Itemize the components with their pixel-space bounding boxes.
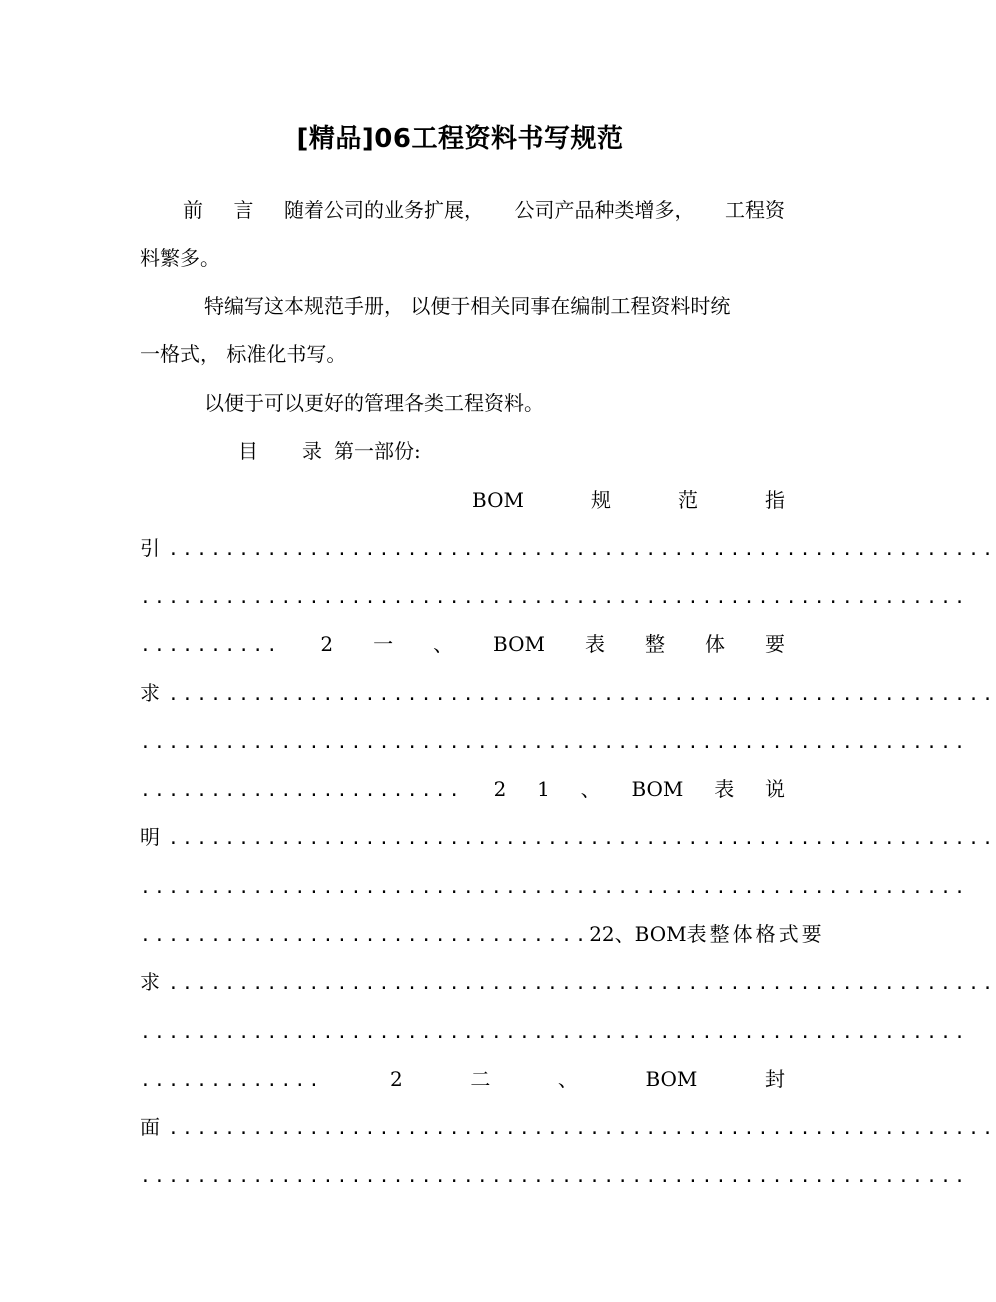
toc-r11-dots: ........................................................... [168,973,996,994]
toc-r3-dots: ........................................................... [140,587,969,608]
toc-r4-6: 整 [644,632,665,656]
toc-r10-3: BOM [634,922,687,946]
toc-row-7 [140,775,785,805]
preface-text-3: 工程资 [725,198,785,222]
toc-row-13 [140,1065,785,1095]
toc-r5-label: 求 [140,681,160,705]
toc-r4-8: 要 [764,632,785,656]
toc-r4-0: .......... [140,635,281,656]
toc-r4-2: 一 [373,632,394,656]
toc-row-12 [140,1017,969,1047]
toc-r1-1: 规 [590,488,611,512]
preface-char-qian: 前 [183,198,203,222]
toc-r2-label: 引 [140,536,160,560]
toc-r7-3: 、 [580,777,601,801]
document-title: [精品]06工程资料书写规范 [296,124,624,154]
preface-char-yan: 言 [233,198,254,222]
toc-row-2 [140,534,996,564]
toc-r13-3: 、 [557,1067,578,1091]
toc-row-1 [472,486,785,514]
toc-heading-lu: 录 [302,439,322,463]
toc-row-4 [140,630,785,660]
toc-heading [238,437,638,465]
toc-r14-dots: ........................................................... [168,1118,996,1139]
toc-r2-dots: ........................................................... [168,539,996,560]
toc-r4-5: 表 [584,632,605,656]
toc-r8-label: 明 [140,825,160,849]
toc-r13-5: 封 [764,1067,785,1091]
toc-r10-1: 2 [589,922,602,946]
preface-line-1 [183,196,785,224]
toc-r12-dots: ........................................................... [140,1022,969,1043]
toc-r7-1: 2 [493,777,507,801]
toc-row-5 [140,679,996,709]
toc-r1-3: 指 [765,488,785,512]
toc-r7-6: 说 [764,777,785,801]
toc-r9-dots: ........................................................... [140,877,969,898]
toc-r5-dots: ........................................................... [168,684,996,705]
preface-paragraph-3: 以便于可以更好的管理各类工程资料。 [204,391,544,415]
toc-r8-dots: ........................................................... [168,828,996,849]
toc-r13-0: ............. [140,1070,323,1091]
preface-line-2: 料繁多。 [140,246,220,270]
toc-r11-label: 求 [140,970,160,994]
toc-r7-5: 表 [714,777,735,801]
toc-r4-1: 2 [320,632,334,656]
toc-r4-3: 、 [433,632,454,656]
preface-text-2: 公司产品种类增多， [514,198,695,222]
toc-row-9 [140,872,969,902]
toc-r6-dots: ........................................................... [140,732,969,753]
toc-r13-4: BOM [645,1067,698,1091]
preface-text-1: 随着公司的业务扩展， [284,198,484,222]
toc-heading-mu: 目 [238,439,258,463]
toc-r7-4: BOM [631,777,684,801]
toc-r10-2: 2、 [601,922,635,946]
toc-r13-1: 2 [390,1067,403,1091]
toc-row-11 [140,968,996,998]
toc-r10-0: ................................ [140,925,590,946]
toc-r7-2: 1 [537,777,550,801]
toc-r7-0: ....................... [140,780,463,801]
toc-r13-2: 二 [470,1067,491,1091]
preface-paragraph-2-line-2: 一格式， 标准化书写。 [140,342,347,366]
toc-row-14 [140,1113,996,1143]
toc-row-3 [140,582,969,612]
preface-paragraph-2-line-1: 特编写这本规范手册， 以便于相关同事在编制工程资料时统 [204,294,731,318]
toc-r14-label: 面 [140,1115,160,1139]
toc-r4-7: 体 [704,632,725,656]
toc-r10-4: 表整体格式要 [686,922,825,946]
toc-row-6 [140,727,969,757]
toc-row-15 [140,1161,969,1191]
toc-heading-part: 第一部份: [334,439,421,463]
toc-r4-4: BOM [493,632,545,656]
toc-row-10 [140,920,825,950]
toc-r15-dots: ........................................................... [140,1166,969,1187]
toc-row-8 [140,823,996,853]
toc-r1-0: BOM [472,488,524,512]
toc-r1-2: 范 [677,488,698,512]
